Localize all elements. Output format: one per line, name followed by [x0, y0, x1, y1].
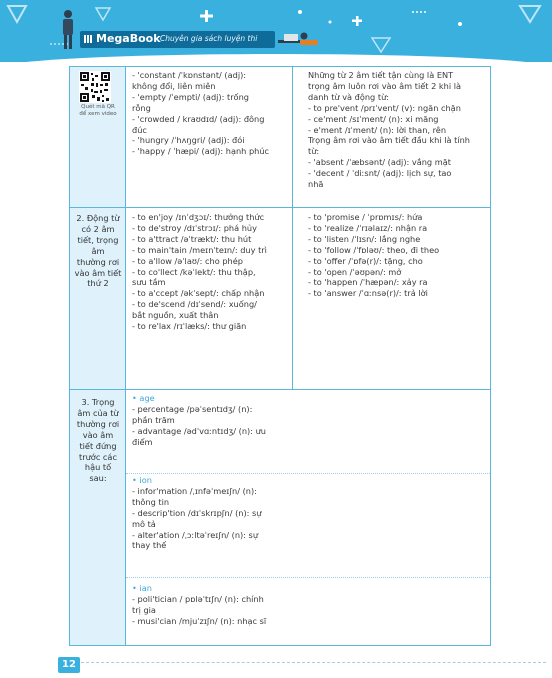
category-column: [70, 67, 126, 645]
row-divider: [70, 389, 490, 390]
row2-category-label: 2. Động từ có 2 âm tiết, trọng âm thường rơi vào âm tiết thứ 2: [74, 213, 122, 289]
qr-caption: Quét mã QR để xem video: [79, 104, 117, 117]
column-divider: [292, 67, 293, 389]
suffix-age-group: • age - percentage /pəˈsentɪdʒ/ (n): phần trăm - advantage /ədˈvɑːntɪdʒ/ (n): ưu điểm: [132, 393, 266, 447]
row3-category-label: 3. Trọng âm của từ thường rơi vào âm tiết đứng trước các hậu tố sau:: [76, 397, 120, 484]
vocabulary-table: [69, 66, 491, 646]
row1-right-cell: Những từ 2 âm tiết tận cùng là ENT trọng âm luôn rơi vào âm tiết 2 khi là danh từ và động từ: - to pre'vent /prɪˈvent/ (v): ngăn chặn - ce'ment /sɪˈment/ (n): xi măng - e'ment /ɪˈment/ (n): lời than, rên Trọng âm rơi vào âm tiết đầu khi là tính từ: - 'absent /ˈæbsənt/ (adj): vắng mặt - 'decent / ˈdiːsnt/ (adj): lịch sự, tao nhã: [308, 70, 470, 190]
brand-tagline: Chuyên gia sách luyện thi: [160, 34, 258, 43]
row1-left-cell: - 'constant /ˈkɒnstənt/ (adj): không đổi, liên miên - 'empty /ˈempti/ (adj): trống rỗng - 'crowded / kraʊdɪd/ (adj): đông đúc - 'hungry /ˈhʌŋgri/ (adj): đói - 'happy / ˈhæpi/ (adj): hạnh phúc: [132, 70, 270, 157]
page-number: 12: [58, 657, 80, 673]
qr-code-icon[interactable]: [79, 71, 111, 103]
brand-logo-icon: [84, 34, 94, 44]
suffix-ian-heading: • ian: [132, 583, 152, 593]
row-divider: [70, 207, 490, 208]
row2-right-cell: - to 'promise / ˈprɒmɪs/: hứa - to 'realize /ˈrɪəlaɪz/: nhận ra - to 'listen /ˈlɪsn/: lắng nghe - to 'follow /ˈfɒləʊ/: theo, đi theo - to 'offer /ˈɒfə(r)/: tặng, cho - to 'open /ˈəʊpən/: mở - to 'happen /ˈhæpən/: xảy ra - to 'answer /ˈɑːnsə(r)/: trả lời: [308, 212, 440, 299]
suffix-age-heading: • age: [132, 393, 155, 403]
row2-left-cell: - to en'joy /ɪnˈdʒɔɪ/: thưởng thức - to de'stroy /dɪˈstrɔɪ/: phá hủy - to a'ttract /əˈtrækt/: thu hút - to main'tain /meɪnˈteɪn/: duy trì - to a'llow /əˈlaʊ/: cho phép - to co'llect /kəˈlekt/: thu thập, sưu tầm - to a'ccept /əkˈsept/: chấp nhận - to de'scend /dɪˈsend/: xuống/ bắt nguồn, xuất thân - to re'lax /rɪˈlæks/: thư giãn: [132, 212, 267, 332]
suffix-ion-group: • ion - infor'mation /ˌɪnfəˈmeɪʃn/ (n): thông tin - descrip'tion /dɪˈskrɪpʃn/ (n): sự mô tả - alter'ation /ˌɔːltəˈreɪʃn/ (n): sự thay thế: [132, 475, 262, 551]
brand-name[interactable]: MegaBook: [96, 32, 161, 45]
group-divider: [126, 577, 490, 578]
suffix-ion-heading: • ion: [132, 475, 152, 485]
group-divider: [126, 473, 490, 474]
footer-dotted-line: [66, 662, 546, 663]
suffix-ian-group: • ian - poli'tician / pɒləˈtɪʃn/ (n): chính trị gia - musi'cian /mjuˈzɪʃn/ (n): nhạc sĩ: [132, 583, 267, 626]
page-header: [0, 0, 552, 62]
